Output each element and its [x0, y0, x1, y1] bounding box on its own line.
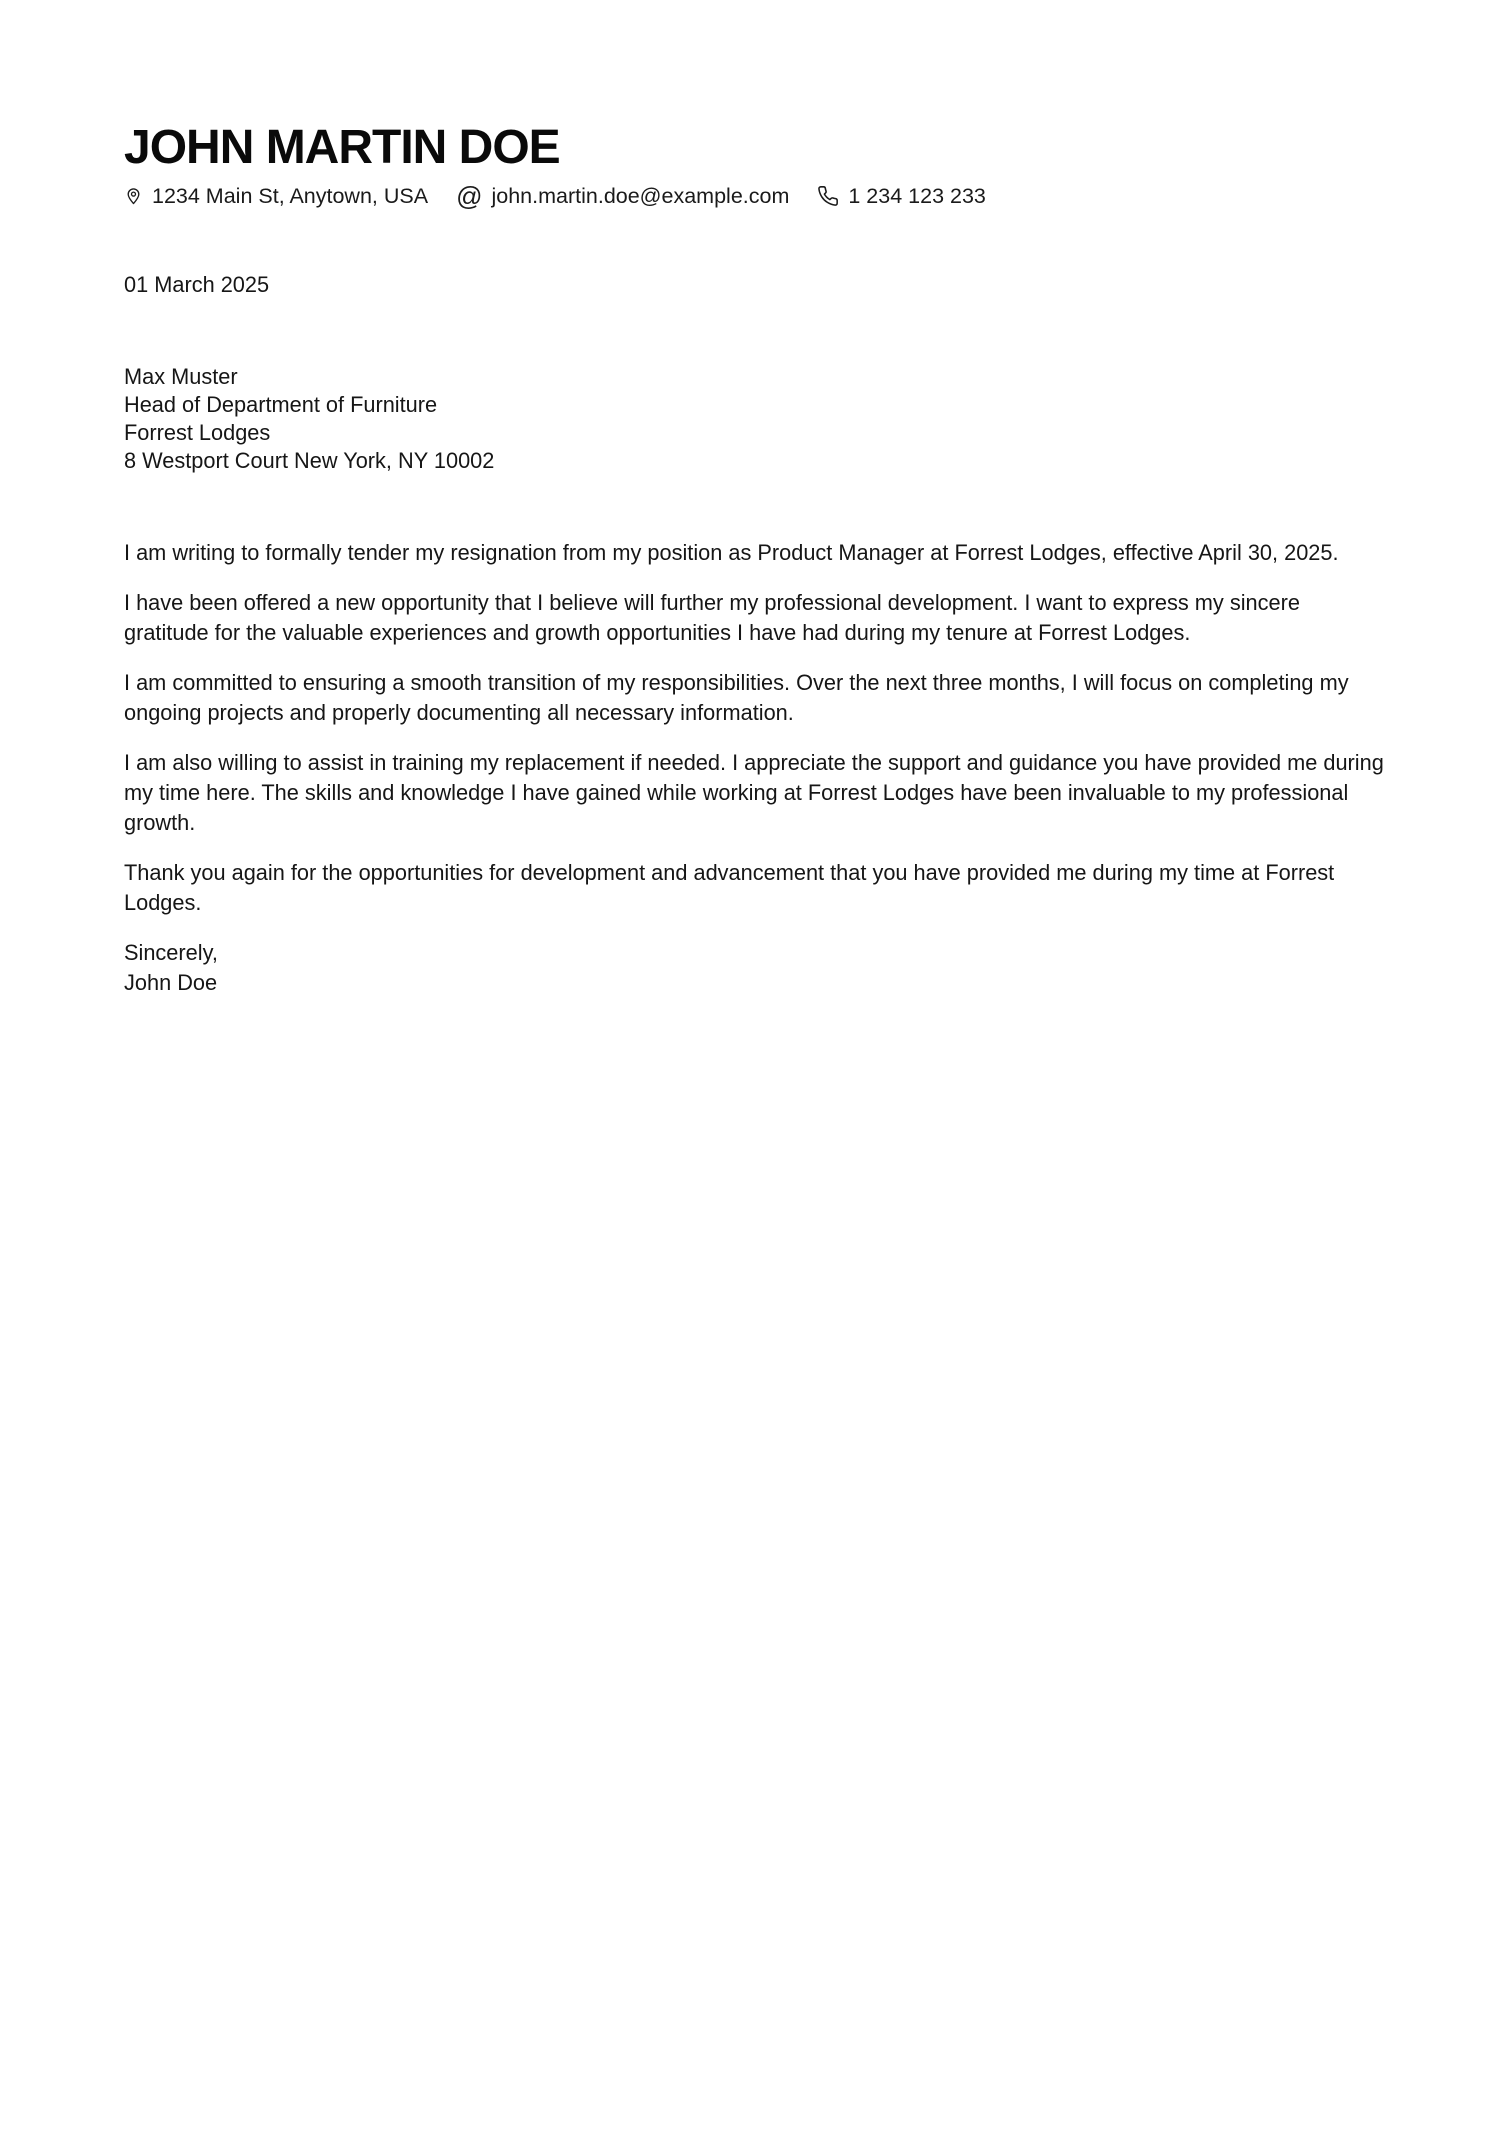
contact-row — [124, 181, 1387, 211]
contact-phone — [817, 184, 986, 209]
recipient-line: Max Muster — [124, 364, 238, 389]
letter-date: 01 March 2025 — [124, 272, 270, 297]
at-sign-icon: @ — [456, 181, 483, 211]
signature-name: John Doe — [124, 970, 218, 995]
recipient-line: 8 Westport Court New York, NY 10002 — [124, 448, 495, 473]
letter-content — [124, 270, 1387, 998]
contact-address-text: 1234 Main St, Anytown, USA — [152, 183, 429, 208]
location-pin-icon — [124, 184, 143, 208]
closing-line: Sincerely, — [124, 940, 218, 965]
contact-email — [456, 181, 790, 211]
paragraph: Thank you again for the opportunities for development and advancement that you have provided me during my time at Forrest Lodges. — [124, 860, 1335, 915]
phone-icon — [817, 185, 839, 207]
recipient-line: Head of Department of Furniture — [124, 392, 438, 417]
recipient-line: Forrest Lodges — [124, 420, 271, 445]
paragraph: I am writing to formally tender my resignation from my position as Product Manager at Forrest Lodges, effective April 30, 2025. — [124, 540, 1339, 565]
closing-block — [124, 938, 1387, 998]
contact-email-text: john.martin.doe@example.com — [491, 183, 790, 208]
contact-address — [124, 184, 428, 209]
letter-body — [124, 538, 1387, 918]
candidate-name: JOHN MARTIN DOE — [124, 121, 560, 174]
paragraph: I have been offered a new opportunity that I believe will further my professional development. I want to express my sincere gratitude for the valuable experiences and growth opportunities I have had during my tenure at Forrest Lodges. — [124, 590, 1300, 645]
paragraph: I am committed to ensuring a smooth transition of my responsibilities. Over the next three months, I will focus on completing my ongoing projects and properly documenting all necessary information. — [124, 670, 1349, 725]
recipient-block — [124, 363, 1387, 475]
paragraph: I am also willing to assist in training my replacement if needed. I appreciate the support and guidance you have provided me during my time here. The skills and knowledge I have gained while working at Forrest Lodges have been invaluable to my professional growth. — [124, 750, 1384, 835]
contact-phone-text: 1 234 123 233 — [848, 183, 986, 208]
